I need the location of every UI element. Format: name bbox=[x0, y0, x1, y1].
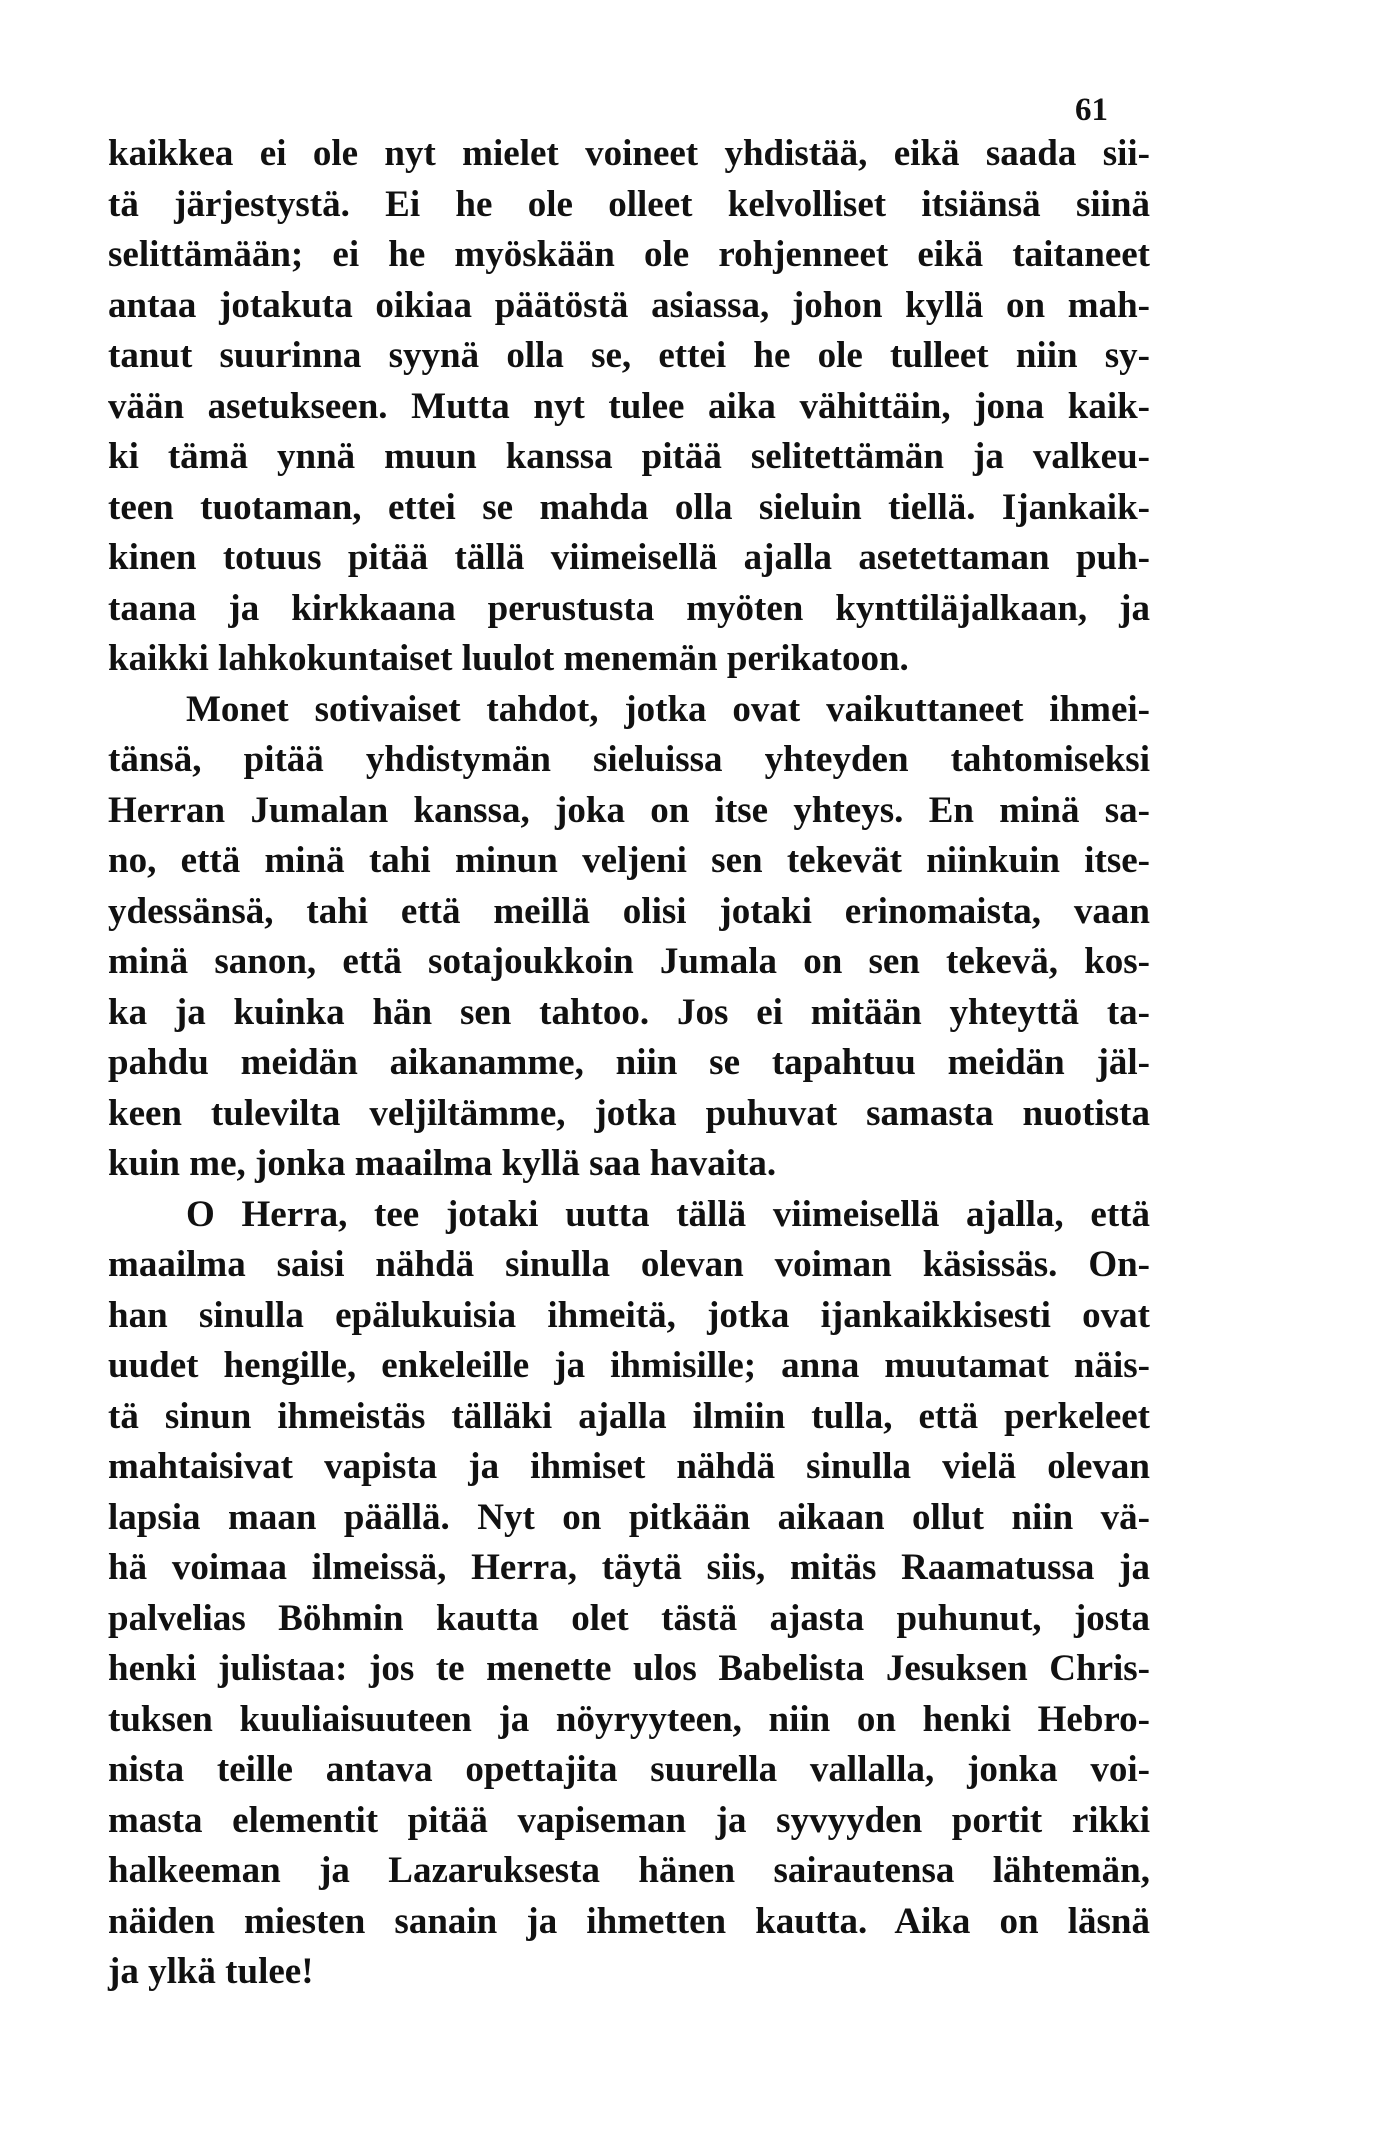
text-line: antaa jotakuta oikiaa päätöstä asiassa, johon kyllä on mah- bbox=[108, 284, 1150, 326]
text-line: tuksen kuuliaisuuteen ja nöyryyteen, niin on henki Hebro- bbox=[108, 1698, 1150, 1740]
text-line: taana ja kirkkaana perustusta myöten kynttiläjalkaan, ja bbox=[108, 587, 1150, 629]
text-line: vään asetukseen. Mutta nyt tulee aika vähittäin, jona kaik- bbox=[108, 385, 1150, 427]
text-line: pahdu meidän aikanamme, niin se tapahtuu meidän jäl- bbox=[108, 1042, 1150, 1083]
text-line: masta elementit pitää vapiseman ja syvyyden portit rikki bbox=[108, 1799, 1150, 1841]
text-line: ka ja kuinka hän sen tahtoo. Jos ei mitään yhteyttä ta- bbox=[108, 991, 1150, 1033]
text-line: teen tuotaman, ettei se mahda olla sieluin tiellä. Ijankaik- bbox=[108, 486, 1150, 528]
paragraph bbox=[108, 129, 1150, 685]
text-line: Monet sotivaiset tahdot, jotka ovat vaikuttaneet ihmei- bbox=[186, 688, 1150, 730]
text-line: näiden miesten sanain ja ihmetten kautta. Aika on läsnä bbox=[108, 1900, 1150, 1942]
text-line: minä sanon, että sotajoukkoin Jumala on sen tekevä, kos- bbox=[108, 941, 1150, 982]
text-line: maailma saisi nähdä sinulla olevan voiman käsissäs. On- bbox=[108, 1244, 1150, 1285]
text-line: ki tämä ynnä muun kanssa pitää selitettämän ja valkeu- bbox=[108, 436, 1150, 477]
body-text bbox=[108, 129, 1150, 1998]
text-line: mahtaisivat vapista ja ihmiset nähdä sinulla vielä olevan bbox=[108, 1446, 1150, 1487]
paragraph bbox=[108, 685, 1150, 1190]
text-line: uudet hengille, enkeleille ja ihmisille; anna muutamat näis- bbox=[108, 1345, 1150, 1386]
text-line: Herran Jumalan kanssa, joka on itse yhteys. En minä sa- bbox=[108, 789, 1150, 831]
text-line: keen tulevilta veljiltämme, jotka puhuvat samasta nuotista bbox=[108, 1092, 1150, 1134]
text-line: tanut suurinna syynä olla se, ettei he ole tulleet niin sy- bbox=[108, 335, 1150, 376]
text-line: lapsia maan päällä. Nyt on pitkään aikaan ollut niin vä- bbox=[108, 1496, 1150, 1538]
text-line: no, että minä tahi minun veljeni sen tekevät niinkuin itse- bbox=[108, 840, 1150, 881]
text-line: kinen totuus pitää tällä viimeisellä ajalla asetettaman puh- bbox=[108, 537, 1150, 578]
text-line: palvelias Böhmin kautta olet tästä ajasta puhunut, josta bbox=[108, 1597, 1150, 1639]
text-line: kaikkea ei ole nyt mielet voineet yhdistää, eikä saada sii- bbox=[108, 133, 1150, 174]
text-line: han sinulla epälukuisia ihmeitä, jotka ijankaikkisesti ovat bbox=[108, 1294, 1150, 1336]
page-number: 61 bbox=[1075, 92, 1108, 128]
text-line: halkeeman ja Lazaruksesta hänen sairautensa lähtemän, bbox=[108, 1850, 1150, 1891]
text-line: O Herra, tee jotaki uutta tällä viimeisellä ajalla, että bbox=[186, 1193, 1150, 1235]
text-line: tänsä, pitää yhdistymän sieluissa yhteyden tahtomiseksi bbox=[108, 739, 1150, 780]
text-line: kuin me, jonka maailma kyllä saa havaita. bbox=[108, 1143, 777, 1184]
text-line: tä sinun ihmeistäs tälläki ajalla ilmiin tulla, että perkeleet bbox=[108, 1395, 1150, 1437]
text-line: nista teille antava opettajita suurella vallalla, jonka voi- bbox=[108, 1749, 1150, 1790]
text-line: selittämään; ei he myöskään ole rohjenneet eikä taitaneet bbox=[108, 234, 1150, 275]
text-line: henki julistaa: jos te menette ulos Babelista Jesuksen Chris- bbox=[108, 1648, 1150, 1689]
text-line: kaikki lahkokuntaiset luulot menemän perikatoon. bbox=[108, 638, 909, 679]
text-line: ja ylkä tulee! bbox=[108, 1951, 314, 1992]
paragraph bbox=[108, 1190, 1150, 1998]
text-line: hä voimaa ilmeissä, Herra, täytä siis, mitäs Raamatussa ja bbox=[108, 1547, 1150, 1588]
text-line: tä järjestystä. Ei he ole olleet kelvolliset itsiänsä siinä bbox=[108, 183, 1150, 225]
text-line: ydessänsä, tahi että meillä olisi jotaki erinomaista, vaan bbox=[108, 890, 1150, 932]
